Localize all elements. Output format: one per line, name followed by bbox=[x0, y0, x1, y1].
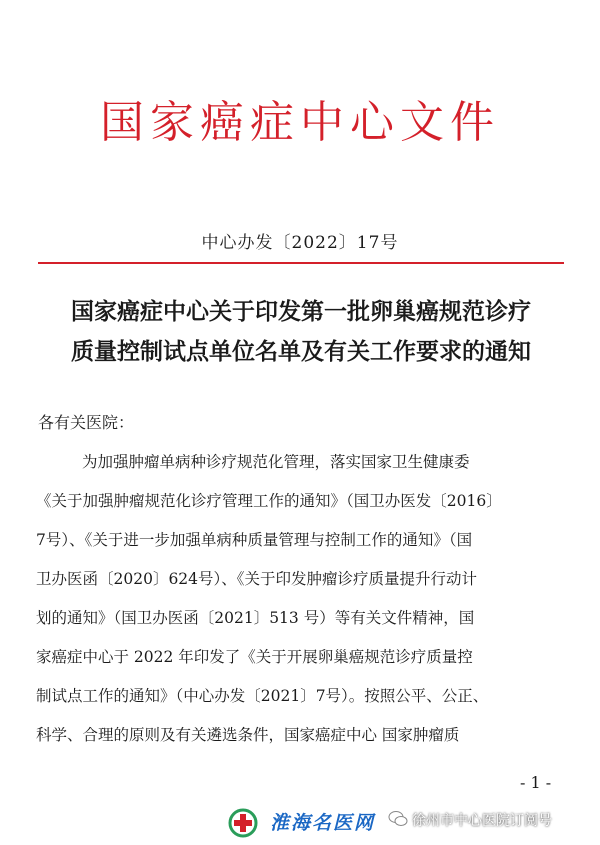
page-number: - 1 - bbox=[520, 773, 552, 792]
masthead-title: 国家癌症中心文件 bbox=[100, 97, 500, 148]
document-title bbox=[36, 292, 566, 372]
wechat-icon bbox=[388, 810, 408, 828]
body-line-8: 科学、合理的原则及有关遴选条件，国家癌症中心 国家肿瘤质 bbox=[36, 726, 460, 744]
watermark-brand: 淮海名医网 bbox=[270, 812, 376, 834]
title-line-2: 质量控制试点单位名单及有关工作要求的通知 bbox=[71, 338, 531, 365]
document-number: 中心办发〔2022〕17号 bbox=[201, 233, 399, 253]
watermark-account: 徐州市中心医院订阅号 bbox=[412, 813, 552, 829]
body-line-5: 划的通知》（国卫办医函〔2021〕513 号）等有关文件精神，国 bbox=[36, 609, 475, 627]
watermark-bar bbox=[0, 800, 600, 845]
body-line-7: 制试点工作的通知》（中心办发〔2021〕7号）。按照公平、公正、 bbox=[36, 687, 489, 705]
hospital-logo-icon bbox=[228, 808, 258, 838]
body-line-2: 《关于加强肿瘤规范化诊疗管理工作的通知》（国卫办医发〔2016〕 bbox=[36, 492, 502, 510]
body-line-6: 家癌症中心于 2022 年印发了《关于开展卵巢癌规范诊疗质量控 bbox=[36, 648, 473, 666]
body-line-4: 卫办医函〔2020〕624号）、《关于印发肿瘤诊疗质量提升行动计 bbox=[36, 570, 478, 588]
salutation: 各有关医院： bbox=[38, 413, 135, 432]
title-line-1: 国家癌症中心关于印发第一批卵巢癌规范诊疗 bbox=[71, 298, 531, 325]
red-divider-line bbox=[38, 262, 564, 264]
body-line-3: 7号）、《关于进一步加强单病种质量管理与控制工作的通知》（国 bbox=[36, 531, 473, 549]
body-line-1: 为加强肿瘤单病种诊疗规范化管理，落实国家卫生健康委 bbox=[82, 453, 470, 471]
